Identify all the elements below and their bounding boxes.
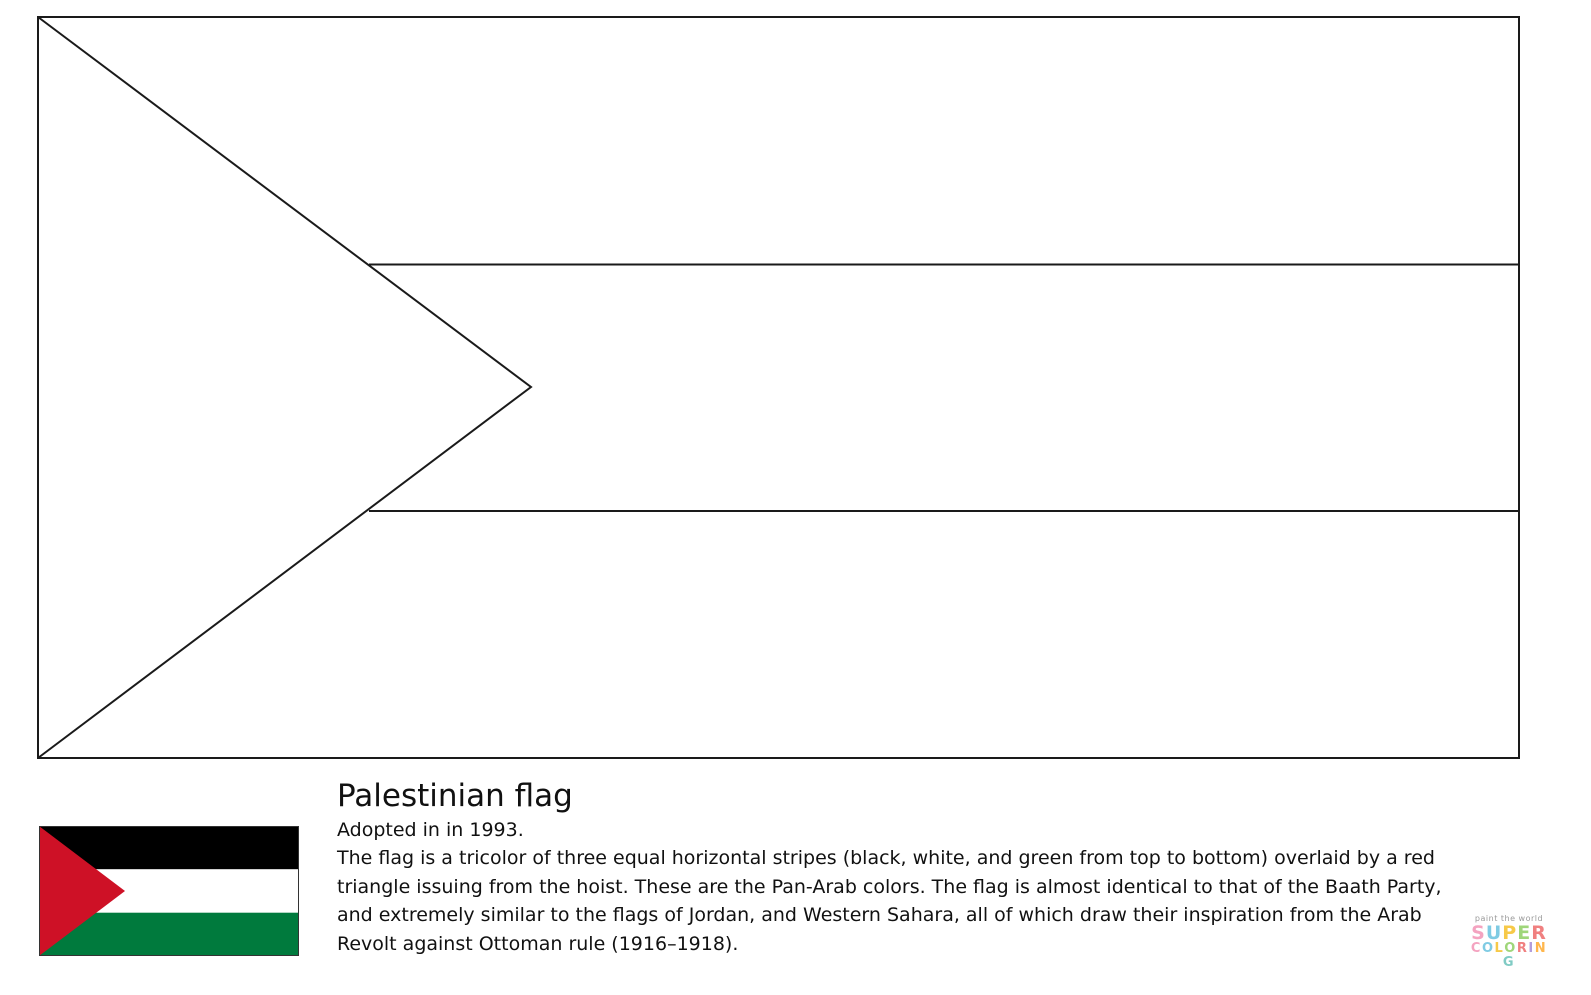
flag-caption: [337, 776, 1447, 958]
logo-letter: L: [1494, 941, 1505, 956]
super-coloring-logo: [1467, 914, 1551, 970]
logo-letter: O: [1481, 941, 1495, 956]
logo-letter: C: [1470, 941, 1482, 956]
logo-letter: U: [1485, 922, 1503, 944]
logo-letter: R: [1531, 922, 1547, 944]
logo-tagline: paint the world: [1474, 914, 1544, 923]
color-reference-flag: [39, 826, 299, 956]
outline-triangle: [38, 17, 531, 758]
logo-letter: S: [1471, 922, 1486, 944]
logo-letter: P: [1502, 922, 1518, 944]
logo-letter: G: [1502, 955, 1516, 970]
logo-letter: N: [1534, 941, 1548, 956]
logo-word-super: [1467, 924, 1551, 942]
outline-flag-border: [38, 17, 1519, 758]
logo-letter: I: [1528, 941, 1535, 956]
adoption-note: Adopted in in 1993.: [337, 819, 524, 841]
page-title: Palestinian flag: [337, 778, 573, 814]
logo-letter: E: [1517, 922, 1532, 944]
logo-word-coloring: [1467, 942, 1551, 970]
logo-letter: R: [1516, 941, 1529, 956]
logo-letter: O: [1504, 941, 1517, 956]
flag-description: The flag is a tricolor of three equal horizontal stripes (black, white, and green from top to bottom) overlaid by a red triangle issuing from the hoist. These are the Pan-Arab colors. The flag is almost identical to that of the Baath Party, and extremely similar to the flags of Jordan, and Western Sahara, all of which draw their inspiration from the Arab Revolt against Ottoman rule (1916–1918).: [337, 847, 1442, 955]
